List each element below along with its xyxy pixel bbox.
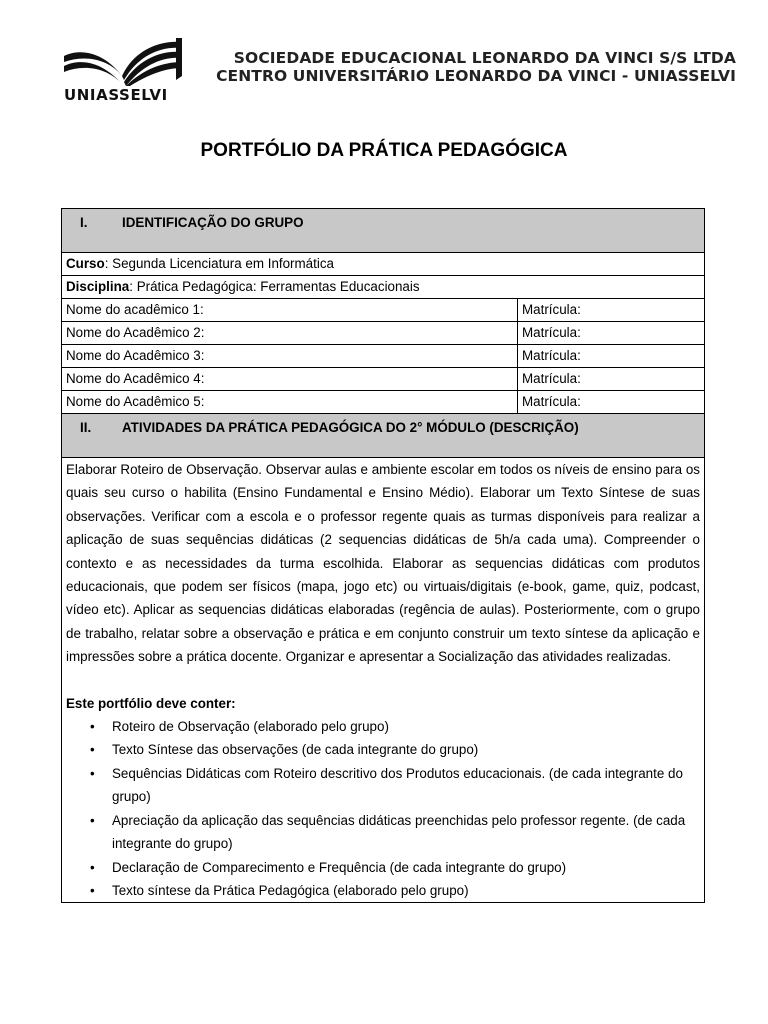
list-item-text: Texto síntese da Prática Pedagógica (elaborado pelo grupo) [112, 882, 469, 898]
student-name-field[interactable]: Nome do Acadêmico 3: [62, 345, 518, 368]
logo-wordmark: UNIASSELVI [64, 86, 168, 104]
student-row [62, 391, 705, 414]
bullet-icon: • [90, 812, 95, 828]
discipline-row [62, 276, 705, 299]
activity-description: Elaborar Roteiro de Observação. Observar aulas e ambiente escolar em todos os níveis de ensino para os quais seu curso o habilita (Ensino Fundamental e Ensino Médio). Elaborar um Texto Síntese de suas observações. Verificar com a escola e o professor regente quais as turmas disponíveis para realizar a aplicação de suas sequências didáticas (2 sequencias didáticas de 5h/a cada uma). Compreender o contexto e as necessidades da turma escolhida. Elaborar as sequencias didáticas com produtos educacionais, que podem ser físicos (mapa, jogo etc) ou virtuais/digitais (e-book, game, quiz, podcast, vídeo etc). Aplicar as sequencias didáticas elaboradas (regência de aulas). Posteriormente, com o grupo de trabalho, relatar sobre a observação e prática e em conjunto construir um texto síntese da aplicação e impressões sobre a prática docente. Organizar e apresentar a Socialização das atividades realizadas. [66, 462, 700, 665]
book-wings-logo-icon [62, 36, 186, 86]
bullet-icon: • [90, 742, 95, 758]
bullet-icon: • [90, 859, 95, 875]
student-row [62, 368, 705, 391]
discipline-label: Disciplina [66, 279, 130, 294]
list-item-text: Sequências Didáticas com Roteiro descritivo dos Produtos educacionais. (de cada integrante do grupo) [112, 765, 683, 805]
list-item [90, 715, 700, 738]
student-matricula-field[interactable]: Matrícula: [518, 368, 705, 391]
list-item [90, 738, 700, 761]
description-row [62, 458, 705, 903]
document-title: PORTFÓLIO DA PRÁTICA PEDAGÓGICA [200, 140, 568, 161]
org-line-1: SOCIEDADE EDUCACIONAL LEONARDO DA VINCI S/S LTDA [233, 49, 736, 67]
list-item [90, 809, 700, 856]
student-name-field[interactable]: Nome do acadêmico 1: [62, 299, 518, 322]
list-item-text: Texto Síntese das observações (de cada integrante do grupo) [112, 742, 479, 758]
section-title: IDENTIFICAÇÃO DO GRUPO [122, 215, 304, 230]
list-item [90, 856, 700, 879]
student-matricula-field[interactable]: Matrícula: [518, 299, 705, 322]
must-contain-heading: Este portfólio deve conter: [66, 695, 236, 711]
required-items-list [66, 715, 700, 902]
student-matricula-field[interactable]: Matrícula: [518, 391, 705, 414]
student-name-field[interactable]: Nome do Acadêmico 4: [62, 368, 518, 391]
section-2-header [62, 414, 705, 458]
bullet-icon: • [90, 719, 95, 735]
student-row [62, 322, 705, 345]
section-1-header [62, 209, 705, 253]
student-name-field[interactable]: Nome do Acadêmico 2: [62, 322, 518, 345]
bullet-icon: • [90, 882, 95, 898]
course-value: : Segunda Licenciatura em Informática [104, 256, 334, 271]
list-item-text: Roteiro de Observação (elaborado pelo grupo) [112, 719, 389, 735]
list-item [90, 762, 700, 809]
course-label: Curso [66, 256, 105, 271]
student-row [62, 345, 705, 368]
student-matricula-field[interactable]: Matrícula: [518, 322, 705, 345]
section-title: ATIVIDADES DA PRÁTICA PEDAGÓGICA DO 2° MÓDULO (DESCRIÇÃO) [122, 420, 579, 435]
document-header [0, 0, 768, 120]
list-item-text: Apreciação da aplicação das sequências didáticas preenchidas pelo professor regente. (de cada integrante do grupo) [112, 812, 686, 852]
portfolio-form-table [61, 208, 705, 903]
section-number: I. [80, 215, 88, 230]
bullet-icon: • [90, 765, 95, 781]
organization-name [216, 49, 736, 85]
student-matricula-field[interactable]: Matrícula: [518, 345, 705, 368]
course-row [62, 253, 705, 276]
list-item [90, 879, 700, 902]
student-row [62, 299, 705, 322]
list-item-text: Declaração de Comparecimento e Frequência (de cada integrante do grupo) [112, 859, 567, 875]
section-number: II. [80, 420, 92, 435]
student-name-field[interactable]: Nome do Acadêmico 5: [62, 391, 518, 414]
discipline-value: : Prática Pedagógica: Ferramentas Educacionais [129, 279, 420, 294]
org-line-2: CENTRO UNIVERSITÁRIO LEONARDO DA VINCI - UNIASSELVI [216, 67, 736, 85]
